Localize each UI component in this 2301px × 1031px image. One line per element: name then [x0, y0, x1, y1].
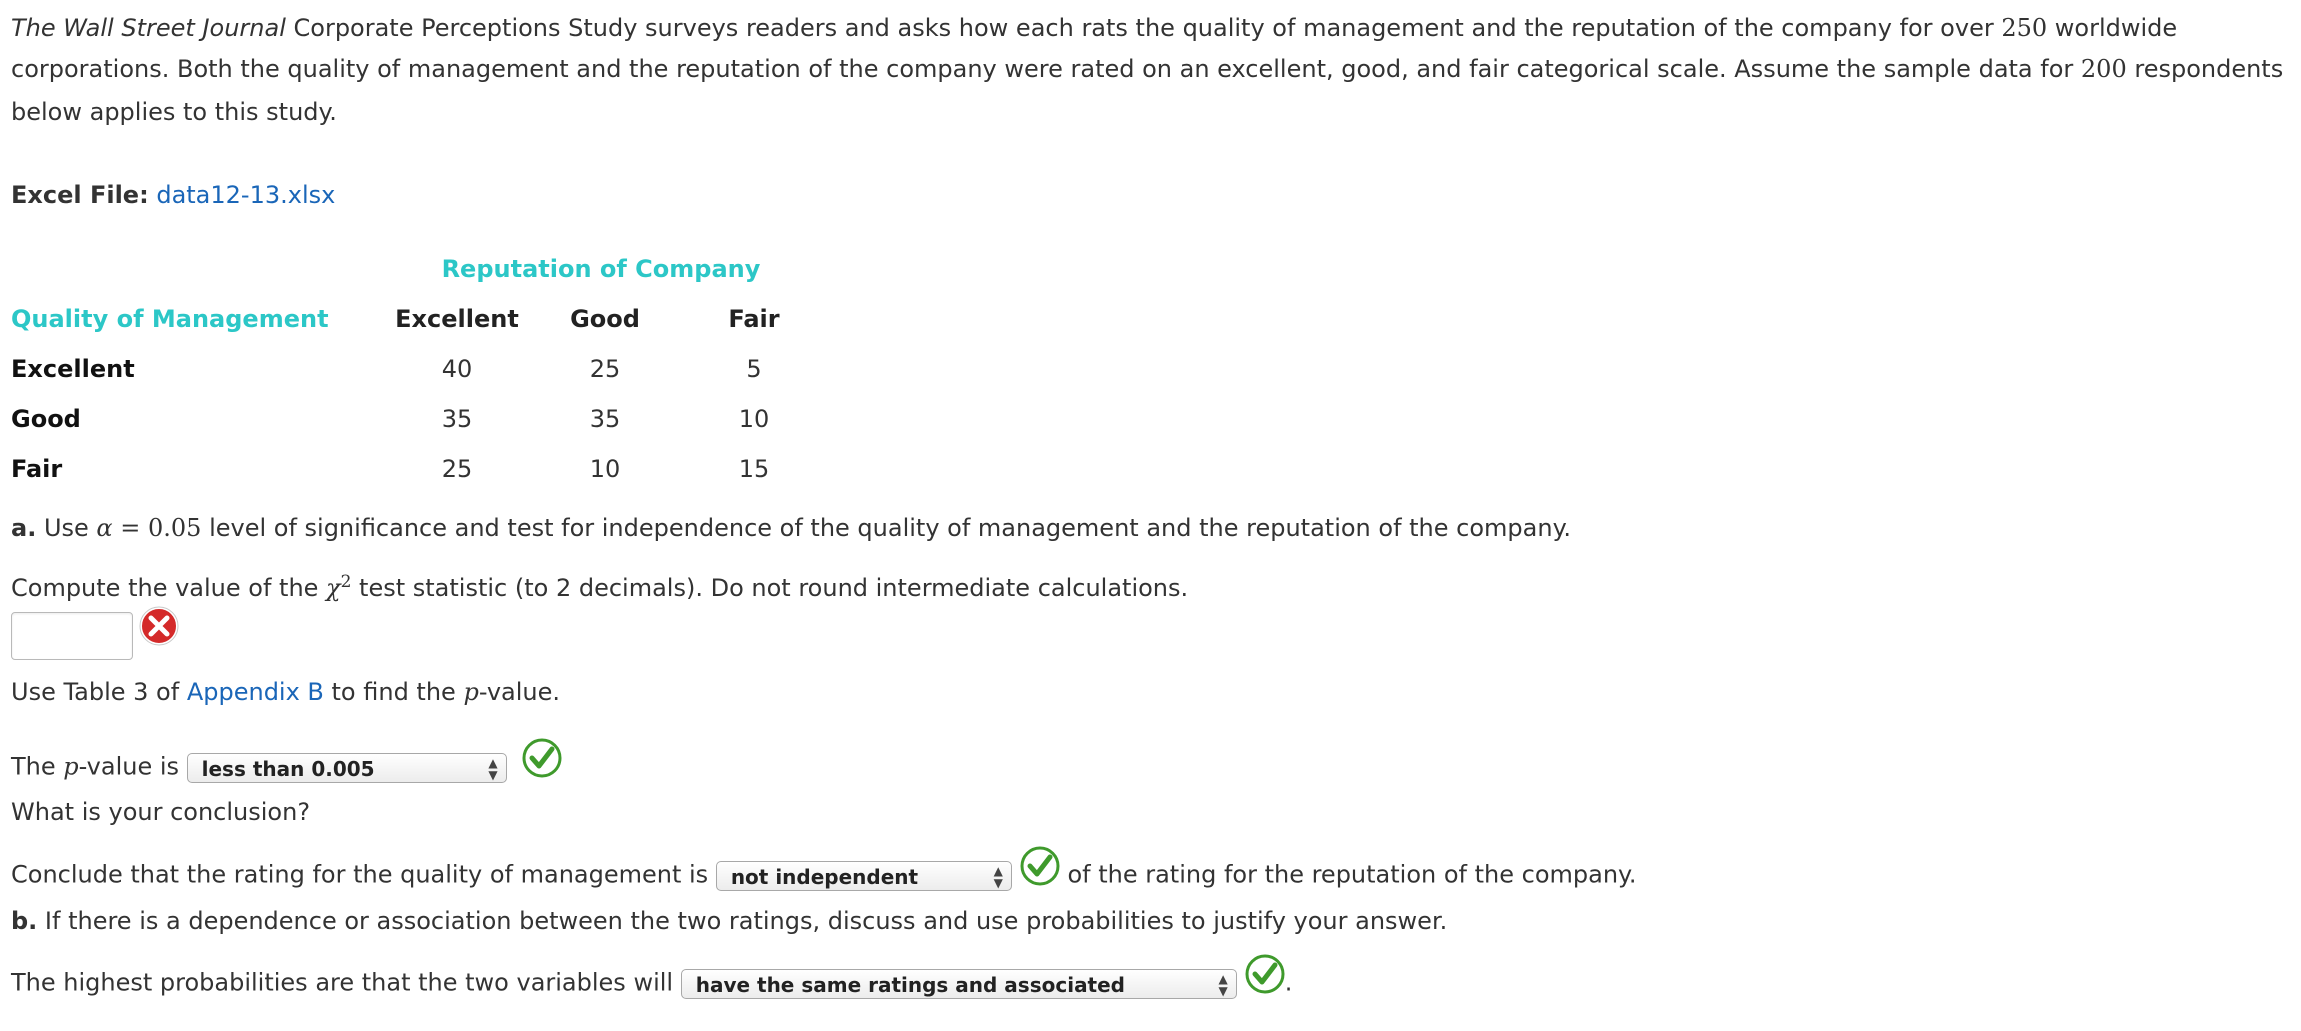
alpha-value: 0.05 [148, 514, 202, 542]
table-cell: 25 [441, 455, 473, 483]
intro-line-1: The Wall Street Journal Corporate Perceptions Study surveys readers and asks how each rats the quality of management and the reputation of the company for over 250 worldwide [11, 14, 2178, 42]
part-a-prompt: a. Use α = 0.05 level of significance and test for independence of the quality of management and the reputation of the company. [11, 514, 1571, 542]
table-header-row [11, 294, 829, 344]
table-cell: 40 [441, 355, 473, 383]
conclusion-question: What is your conclusion? [11, 798, 311, 826]
appendix-b-link[interactable]: Appendix B [186, 678, 324, 706]
intro-line-2: corporations. Both the quality of management and the reputation of the company were rated on an excellent, good, and fair categorical scale. Assume the sample data for 200 respondents [11, 55, 2284, 83]
table-cell: 35 [589, 405, 621, 433]
p-value-row: The p-value is less than 0.005 ▲ ▼ [11, 744, 562, 791]
conclusion-row: Conclude that the rating for the quality of management is not independent ▲ ▼ of the rating for the reputation of the company. [11, 852, 1636, 899]
table-cell: 35 [441, 405, 473, 433]
row-label: Excellent [11, 355, 135, 383]
table-cell: 10 [738, 405, 770, 433]
select-arrows-icon: ▲ ▼ [488, 755, 498, 782]
journal-name: The Wall Street Journal [11, 14, 286, 42]
table-cell: 10 [589, 455, 621, 483]
row-label: Fair [11, 455, 63, 483]
intro-line-3: below applies to this study. [11, 98, 337, 126]
table-cell: 15 [738, 455, 770, 483]
companies-count: 250 [2001, 14, 2048, 42]
part-b-prompt: b. If there is a dependence or association between the two ratings, discuss and use probabilities to justify your answer. [11, 907, 1448, 935]
chi-symbol: χ [326, 574, 341, 602]
excel-file-link[interactable]: data12-13.xlsx [156, 181, 336, 209]
respondents-count: 200 [2080, 55, 2127, 83]
excel-file-row [11, 180, 335, 210]
column-header: Excellent [395, 305, 519, 333]
association-select[interactable]: have the same ratings and associated ▲ ▼ [681, 969, 1237, 999]
part-a-label: a. [11, 514, 37, 542]
table-instruction: Use Table 3 of Appendix B to find the p-value. [11, 678, 561, 706]
table-group-header-row [11, 244, 829, 294]
check-circle-icon [1245, 954, 1285, 1001]
column-header: Fair [728, 305, 780, 333]
column-group-title: Reputation of Company [441, 255, 761, 283]
compute-instruction: Compute the value of the $\chi^2$ test statistic (to 2 decimals). Do not round intermediate calculations. [11, 572, 1189, 602]
contingency-table [11, 244, 829, 494]
table-row [11, 444, 829, 494]
alpha-symbol: α [96, 514, 113, 542]
row-label: Good [11, 405, 81, 433]
conclusion-select[interactable]: not independent ▲ ▼ [716, 861, 1012, 891]
x-circle-icon [139, 606, 179, 652]
column-header: Good [570, 305, 640, 333]
p-value-select[interactable]: less than 0.005 ▲ ▼ [187, 753, 507, 783]
check-circle-icon [1020, 846, 1060, 893]
table-row [11, 344, 829, 394]
excel-label: Excel File: [11, 181, 149, 209]
chi-square-input[interactable] [11, 612, 133, 660]
highest-probabilities-row: The highest probabilities are that the two variables will have the same ratings and associated ▲ ▼ . [11, 960, 1292, 1007]
part-b-label: b. [11, 907, 38, 935]
table-row [11, 394, 829, 444]
table-cell: 25 [589, 355, 621, 383]
check-circle-icon [522, 738, 562, 785]
row-group-title: Quality of Management [11, 305, 329, 333]
select-arrows-icon: ▲ ▼ [1218, 971, 1228, 998]
chi-exponent: 2 [340, 572, 352, 592]
select-arrows-icon: ▲ ▼ [993, 863, 1003, 890]
table-cell: 5 [746, 355, 762, 383]
